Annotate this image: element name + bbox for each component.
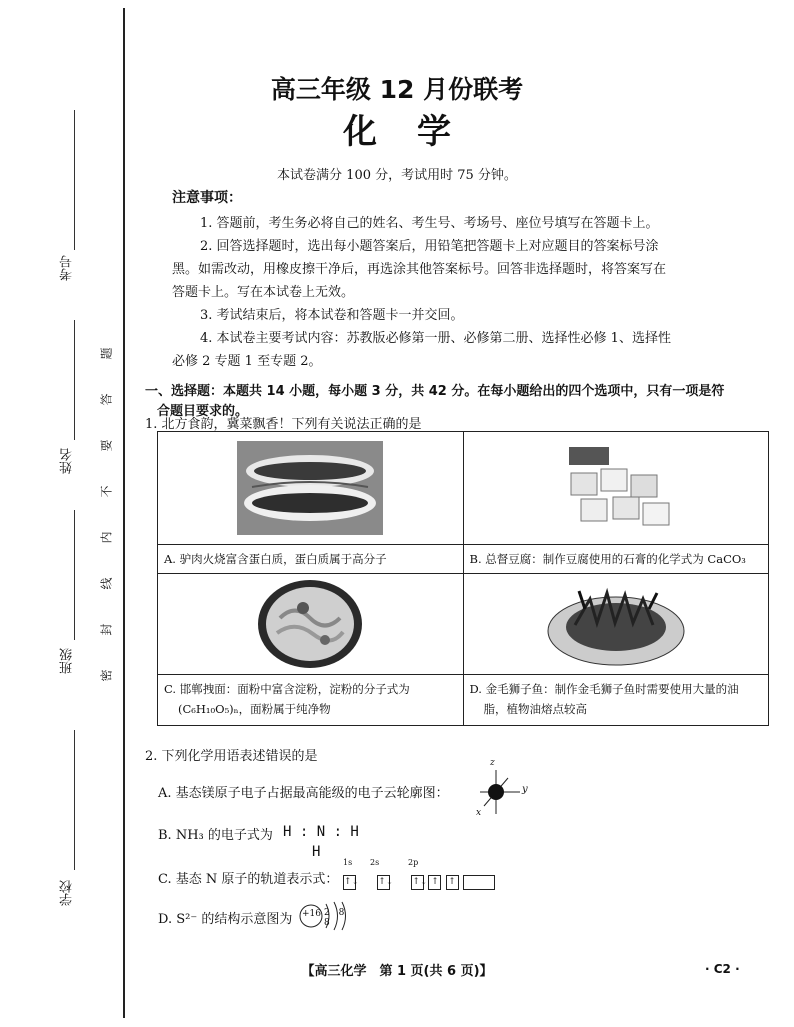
seal-char: 线 bbox=[99, 577, 114, 590]
seal-char: 答 bbox=[99, 393, 114, 406]
orbital-box-2p-3: ↑ bbox=[446, 875, 459, 890]
label-kaohao: 考号 bbox=[60, 255, 75, 281]
xuexiao-underline bbox=[74, 730, 75, 870]
seal-char: 封 bbox=[99, 623, 114, 636]
n-orbital-boxes bbox=[343, 872, 494, 891]
banji-underline bbox=[74, 510, 75, 640]
seal-char: 题 bbox=[99, 347, 114, 360]
section-heading: 一、选择题：本题共 14 小题，每小题 3 分，共 42 分。在每小题给出的四个选项中，只有一项是符 bbox=[145, 384, 725, 399]
exam-info: 本试卷满分 100 分，考试用时 75 分钟。 bbox=[277, 168, 517, 183]
noodles-image bbox=[158, 574, 463, 674]
axis-x-label: x bbox=[476, 808, 482, 818]
q1-option-d bbox=[464, 674, 769, 725]
notice-line: 2. 回答选择题时，选出每小题答案后，用铅笔把答题卡上对应题目的答案标号涂 bbox=[200, 239, 659, 254]
donkey-burger-image bbox=[158, 432, 463, 544]
orbital-box-extra bbox=[463, 875, 495, 890]
q2-option-d: D. S²⁻ 的结构示意图为 bbox=[158, 912, 293, 927]
xingming-underline bbox=[74, 320, 75, 440]
label-banji: 班级 bbox=[60, 648, 75, 674]
q1-option-a-cell bbox=[158, 432, 464, 574]
seal-char: 内 bbox=[99, 531, 114, 544]
seal-char: 密 bbox=[99, 669, 114, 682]
orbital-box-2p-1: ↑↓ bbox=[411, 875, 424, 890]
axis-y-label: y bbox=[522, 784, 528, 795]
q1-option-c-cell bbox=[158, 574, 464, 726]
q2-option-b: B. NH₃ 的电子式为 bbox=[158, 828, 273, 843]
orbital-box-2p-2: ↑ bbox=[428, 875, 441, 890]
q1-option-c-line2: (C₆H₁₀O₅)ₙ，面粉属于纯净物 bbox=[178, 702, 331, 716]
q1-option-d-cell bbox=[463, 574, 769, 726]
nh3-electron-formula: H : N : H bbox=[283, 824, 359, 840]
seal-char: 要 bbox=[99, 439, 114, 452]
page-footer: 【高三化学 第 1 页(共 6 页)】 bbox=[301, 964, 493, 979]
q1-option-a: A. 驴肉火烧富含蛋白质，蛋白质属于高分子 bbox=[158, 544, 463, 573]
shell-electrons: 2 8 8 bbox=[324, 908, 348, 928]
q1-stem: 1. 北方食韵，冀菜飘香！下列有关说法正确的是 bbox=[145, 417, 422, 432]
q1-option-b: B. 总督豆腐：制作豆腐使用的石膏的化学式为 CaCO₃ bbox=[464, 544, 769, 573]
q2-option-c: C. 基态 N 原子的轨道表示式： bbox=[158, 872, 339, 887]
notice-line: 1. 答题前，考生务必将自己的姓名、考生号、考场号、座位号填写在答题卡上。 bbox=[200, 216, 659, 231]
tofu-image bbox=[464, 432, 769, 544]
nucleus-label: +16 bbox=[302, 909, 321, 919]
q1-option-d-line2: 脂，植物油熔点较高 bbox=[483, 702, 587, 716]
q1-option-c-line1: C. 邯郸拽面：面粉中富含淀粉，淀粉的分子式为 bbox=[164, 682, 410, 696]
orbital-diagram bbox=[470, 758, 530, 822]
orbital-box-2s: ↑↓ bbox=[377, 875, 390, 890]
s2-structure-diagram bbox=[296, 900, 356, 932]
seal-char: 不 bbox=[99, 485, 114, 498]
notice-line: 黑。如需改动，用橡皮擦干净后，再选涂其他答案标号。回答非选择题时，将答案写在 bbox=[172, 262, 667, 277]
notice-heading: 注意事项： bbox=[172, 190, 242, 206]
axis-z-label: z bbox=[490, 758, 495, 768]
q1-option-d-line1: D. 金毛狮子鱼：制作金毛狮子鱼时需要使用大量的油 bbox=[469, 682, 739, 696]
orbital-box-1s: ↑↓ bbox=[343, 875, 356, 890]
label-xingming: 姓名 bbox=[60, 448, 75, 474]
notice-line: 4. 本试卷主要考试内容：苏教版必修第一册、必修第二册、选择性必修 1、选择性 bbox=[200, 331, 671, 346]
orbital-2s-label: 2s bbox=[370, 858, 380, 867]
orbital-2p-label: 2p bbox=[408, 858, 419, 867]
orbital-1s-label: 1s bbox=[343, 858, 353, 867]
q2-option-a: A. 基态镁原子电子占据最高能级的电子云轮廓图： bbox=[158, 786, 449, 801]
notice-line: 必修 2 专题 1 至专题 2。 bbox=[172, 354, 322, 369]
section-heading-cont: 合题目要求的。 bbox=[157, 404, 249, 419]
subject-title: 化学 bbox=[343, 112, 491, 152]
binding-line bbox=[123, 8, 125, 1018]
nh3-bottom-h: H bbox=[312, 844, 321, 860]
q2-stem: 2. 下列化学用语表述错误的是 bbox=[145, 749, 318, 764]
notice-line: 答题卡上。写在本试卷上无效。 bbox=[172, 285, 355, 300]
paper-code: · C2 · bbox=[705, 962, 740, 976]
q1-option-b-cell bbox=[463, 432, 769, 574]
notice-line: 3. 考试结束后，将本试卷和答题卡一并交回。 bbox=[200, 308, 464, 323]
exam-title: 高三年级 12 月份联考 bbox=[270, 75, 524, 104]
label-xuexiao: 学校 bbox=[60, 880, 75, 906]
lion-fish-image bbox=[464, 574, 769, 674]
q1-option-c bbox=[158, 674, 463, 725]
q1-options-table bbox=[157, 431, 769, 726]
